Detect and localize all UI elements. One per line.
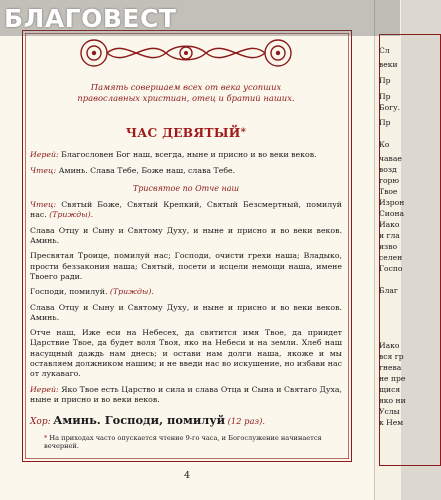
footnote-marker: * (240, 127, 247, 138)
role-label-priest: Иерей: (30, 150, 59, 160)
right-page-fragment: Благ (379, 286, 398, 295)
right-page-fragment: возд (379, 165, 397, 174)
right-page-fragment: Госпо (379, 264, 403, 273)
choir-text: Аминь. Господи, помилуй (53, 413, 226, 428)
right-page-fragment: Иако (379, 220, 400, 229)
right-page-fragment: яко ни (379, 396, 406, 405)
right-page-fragment: гнева (379, 363, 402, 372)
right-page-fragment: веки (379, 60, 398, 69)
trisagion-prayer (30, 200, 342, 221)
trinity-prayer: Пресвятая Троице, помилуй нас; Господи, очисти грехи наша; Владыко, прости беззакония наша; Святый, посети и исцели немощи наша, имене Твоего ради. (30, 251, 342, 281)
role-label-reader: Чтец: (30, 165, 57, 175)
lord-have-mercy-text: Господи, помилуй. (30, 287, 108, 297)
hour-title-text: ЧАС ДЕВЯТЫЙ (125, 126, 241, 140)
footnote-text: На приходах часто опускается чтение 9-го часа, и Богослужение начинается вечерней. (44, 433, 322, 450)
memory-note-line-1: Память совершаем всех от века усопших (90, 82, 282, 92)
role-label-priest: Иерей: (30, 384, 59, 394)
header-ornament-icon (66, 34, 306, 72)
watermark-band (0, 0, 400, 36)
glory-doxology-1: Слава Отцу и Сыну и Святому Духу, и ныне и присно и во веки веков. Аминь. (30, 225, 342, 246)
role-label-reader: Чтец: (30, 200, 57, 210)
right-page-fragment: Иако (379, 341, 400, 350)
section-heading-trisagion: Трисвятое по Отче наш (132, 183, 240, 193)
our-father-prayer: Отче наш, Иже еси на Небесех, да святится имя Твое, да приидет Царствие Твое, да будет воля Твоя, яко на Небеси и на земли. Хлеб наш насущный даждь нам днесь; и остави нам долги наша, якоже и мы оставляем должником нашим; и не введи нас во искушение, но избави нас от лукаваго. (30, 328, 342, 379)
right-page-fragment: вся гр (379, 352, 404, 361)
right-page-fragment: изво (379, 242, 398, 251)
right-page-fragment: не пре (379, 374, 406, 383)
hour-title (30, 128, 342, 138)
footnote-star: * (44, 433, 48, 442)
reader-text-1: Аминь. Слава Тебе, Боже наш, слава Тебе. (58, 165, 236, 175)
right-page-fragment: Пр (379, 118, 391, 127)
watermark-text: БЛАГОВЕСТ (4, 4, 177, 33)
memory-note (30, 82, 342, 104)
right-page-fragment: щися (379, 385, 401, 394)
page-content (30, 82, 342, 450)
right-page-fragment: Сл (379, 46, 390, 55)
rubric-thrice: (Трижды). (49, 210, 94, 220)
right-page-fragment: и гла (379, 231, 400, 240)
right-page-fragment: Богу. (379, 103, 401, 112)
right-page-fragment: селен (379, 253, 403, 262)
trisagion-text: Святый Боже, Святый Крепкий, Святый Безсмертный, помилуй нас. (30, 200, 342, 220)
right-page-fragment: Ко (379, 140, 390, 149)
role-label-choir: Хор: (30, 417, 51, 428)
priest-exclamation-2 (30, 385, 342, 406)
right-page-fragment: горю (379, 176, 400, 185)
rubric-twelve-times: (12 раз). (227, 416, 266, 427)
priest-text-1: Благословен Бог наш, всегда, ныне и присно и во веки веков. (61, 150, 317, 160)
rubric-thrice: (Трижды). (109, 287, 154, 297)
priest-text-2: Яко Твое есть Царство и сила и слава Отца и Сына и Святаго Духа, ныне и присно и во веки веков. (30, 384, 342, 404)
footnote (44, 434, 342, 451)
right-page-fragment: Изрон (379, 198, 405, 207)
right-page-fragment: к Нем (379, 418, 404, 427)
right-page-fragment: чавае (379, 154, 402, 163)
choir-response (30, 415, 342, 427)
book-page-right-clipped (374, 0, 406, 500)
glory-doxology-2: Слава Отцу и Сыну и Святому Духу, и ныне и присно и во веки веков. Аминь. (30, 302, 342, 322)
right-page-fragment: Услы (379, 407, 400, 416)
right-page-fragment: Твое (379, 187, 398, 196)
right-page-fragment: Пр (379, 92, 391, 101)
page-number: 4 (183, 470, 191, 481)
memory-note-line-2: православных христиан, отец и братий наших. (77, 93, 295, 103)
reader-response-1 (30, 166, 342, 176)
lord-have-mercy (30, 287, 342, 297)
priest-exclamation-1 (30, 150, 342, 160)
right-page-fragment: Сиона (379, 209, 405, 218)
right-page-fragment: Пр (379, 76, 391, 85)
